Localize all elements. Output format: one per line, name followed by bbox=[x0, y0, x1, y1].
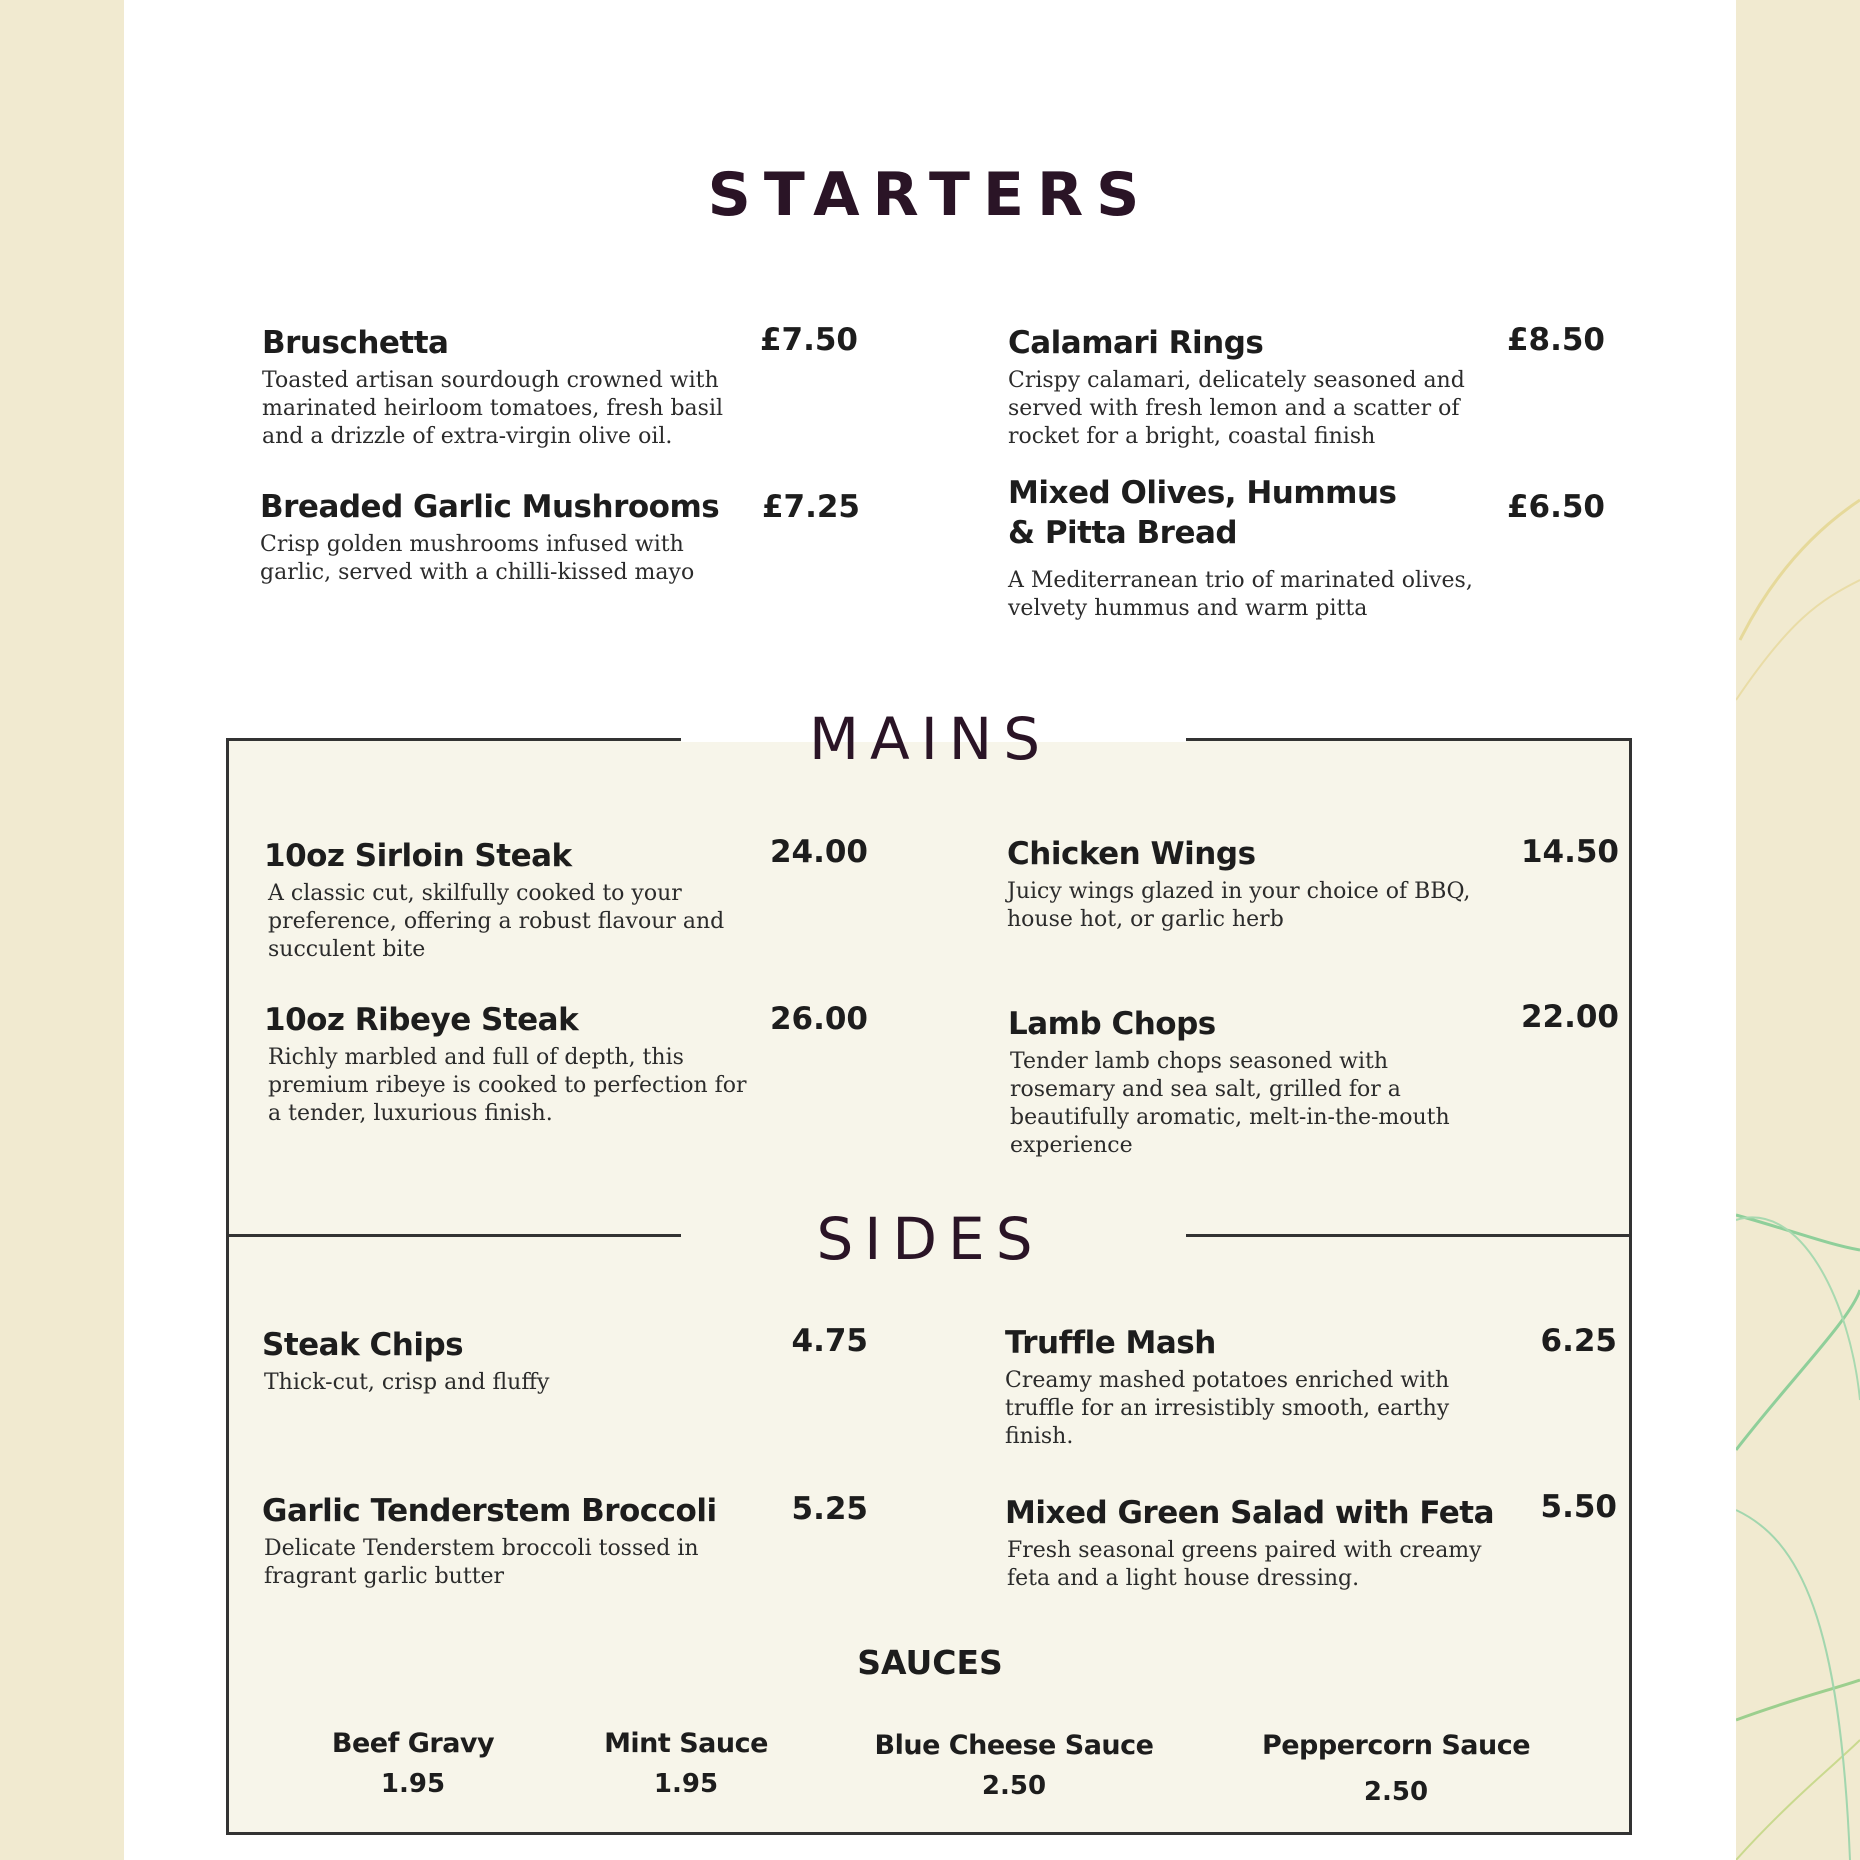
sauce-item bbox=[536, 1726, 836, 1802]
item-name: Breaded Garlic Mushrooms bbox=[260, 489, 720, 525]
item-description: Crispy calamari, delicately seasoned and served with fresh lemon and a scatter of rocket for a bright, coastal finish bbox=[1008, 368, 1465, 449]
item-price: £7.25 bbox=[761, 489, 860, 525]
sauce-name: Mint Sauce bbox=[604, 1728, 768, 1759]
item-name: Truffle Mash bbox=[1005, 1325, 1216, 1361]
item-price: 4.75 bbox=[791, 1323, 868, 1359]
mains-heading: MAINS bbox=[808, 705, 1052, 773]
item-description: Toasted artisan sourdough crowned with marinated heirloom tomatoes, fresh basil and a drizzle of extra-virgin olive oil. bbox=[262, 368, 724, 449]
item-price: £6.50 bbox=[1506, 489, 1605, 525]
item-description: Tender lamb chops seasoned with rosemary and sea salt, grilled for a beautifully aromatic, melt-in-the-mouth experience bbox=[1010, 1049, 1450, 1158]
item-description: Juicy wings glazed in your choice of BBQ, house hot, or garlic herb bbox=[1007, 879, 1471, 932]
item-price: £7.50 bbox=[759, 322, 858, 358]
menu-page bbox=[124, 0, 1736, 1860]
item-name: Chicken Wings bbox=[1007, 836, 1256, 872]
item-price: 5.25 bbox=[791, 1491, 868, 1527]
sauce-name: Blue Cheese Sauce bbox=[874, 1730, 1154, 1761]
item-name: Lamb Chops bbox=[1008, 1006, 1216, 1042]
item-description: Crisp golden mushrooms infused with garlic, served with a chilli-kissed mayo bbox=[260, 532, 695, 585]
item-description: Thick-cut, crisp and fluffy bbox=[264, 1370, 550, 1395]
item-name: Steak Chips bbox=[262, 1327, 464, 1363]
item-description: Delicate Tenderstem broccoli tossed in fragrant garlic butter bbox=[264, 1536, 699, 1589]
item-description: Richly marbled and full of depth, this premium ribeye is cooked to perfection for a tender, luxurious finish. bbox=[268, 1045, 747, 1126]
starters-heading: STARTERS bbox=[707, 160, 1153, 230]
item-name: 10oz Ribeye Steak bbox=[264, 1002, 579, 1038]
sauce-name: Peppercorn Sauce bbox=[1261, 1730, 1531, 1761]
item-name: Mixed Green Salad with Feta bbox=[1005, 1495, 1495, 1531]
item-description: Fresh seasonal greens paired with creamy feta and a light house dressing. bbox=[1007, 1538, 1482, 1591]
item-price: 26.00 bbox=[769, 1001, 868, 1037]
sides-heading: SIDES bbox=[816, 1205, 1044, 1273]
sauces-heading: SAUCES bbox=[857, 1643, 1003, 1682]
item-name: Mixed Olives, Hummus & Pitta Bread bbox=[1008, 475, 1397, 551]
sauce-price: 2.50 bbox=[1363, 1777, 1429, 1807]
item-description: A Mediterranean trio of marinated olives, velvety hummus and warm pitta bbox=[1008, 568, 1473, 621]
sauce-item bbox=[263, 1726, 563, 1802]
sauce-price: 2.50 bbox=[981, 1771, 1047, 1801]
sauce-price: 1.95 bbox=[653, 1769, 719, 1799]
item-name: Bruschetta bbox=[262, 325, 449, 361]
item-price: 24.00 bbox=[769, 834, 868, 870]
item-description: A classic cut, skilfully cooked to your preference, offering a robust flavour and succulent bite bbox=[268, 881, 725, 962]
item-price: 5.50 bbox=[1540, 1489, 1617, 1525]
item-price: £8.50 bbox=[1506, 322, 1605, 358]
sauce-item bbox=[864, 1728, 1164, 1804]
item-name: Calamari Rings bbox=[1008, 325, 1264, 361]
item-name: Garlic Tenderstem Broccoli bbox=[262, 1493, 717, 1529]
item-name: 10oz Sirloin Steak bbox=[264, 838, 572, 874]
item-price: 14.50 bbox=[1520, 834, 1619, 870]
sauce-price: 1.95 bbox=[380, 1769, 446, 1799]
item-price: 6.25 bbox=[1540, 1323, 1617, 1359]
item-description: Creamy mashed potatoes enriched with truffle for an irresistibly smooth, earthy finish. bbox=[1005, 1368, 1450, 1449]
item-price: 22.00 bbox=[1520, 999, 1619, 1035]
sauce-item bbox=[1246, 1728, 1546, 1810]
sauce-name: Beef Gravy bbox=[331, 1728, 495, 1759]
